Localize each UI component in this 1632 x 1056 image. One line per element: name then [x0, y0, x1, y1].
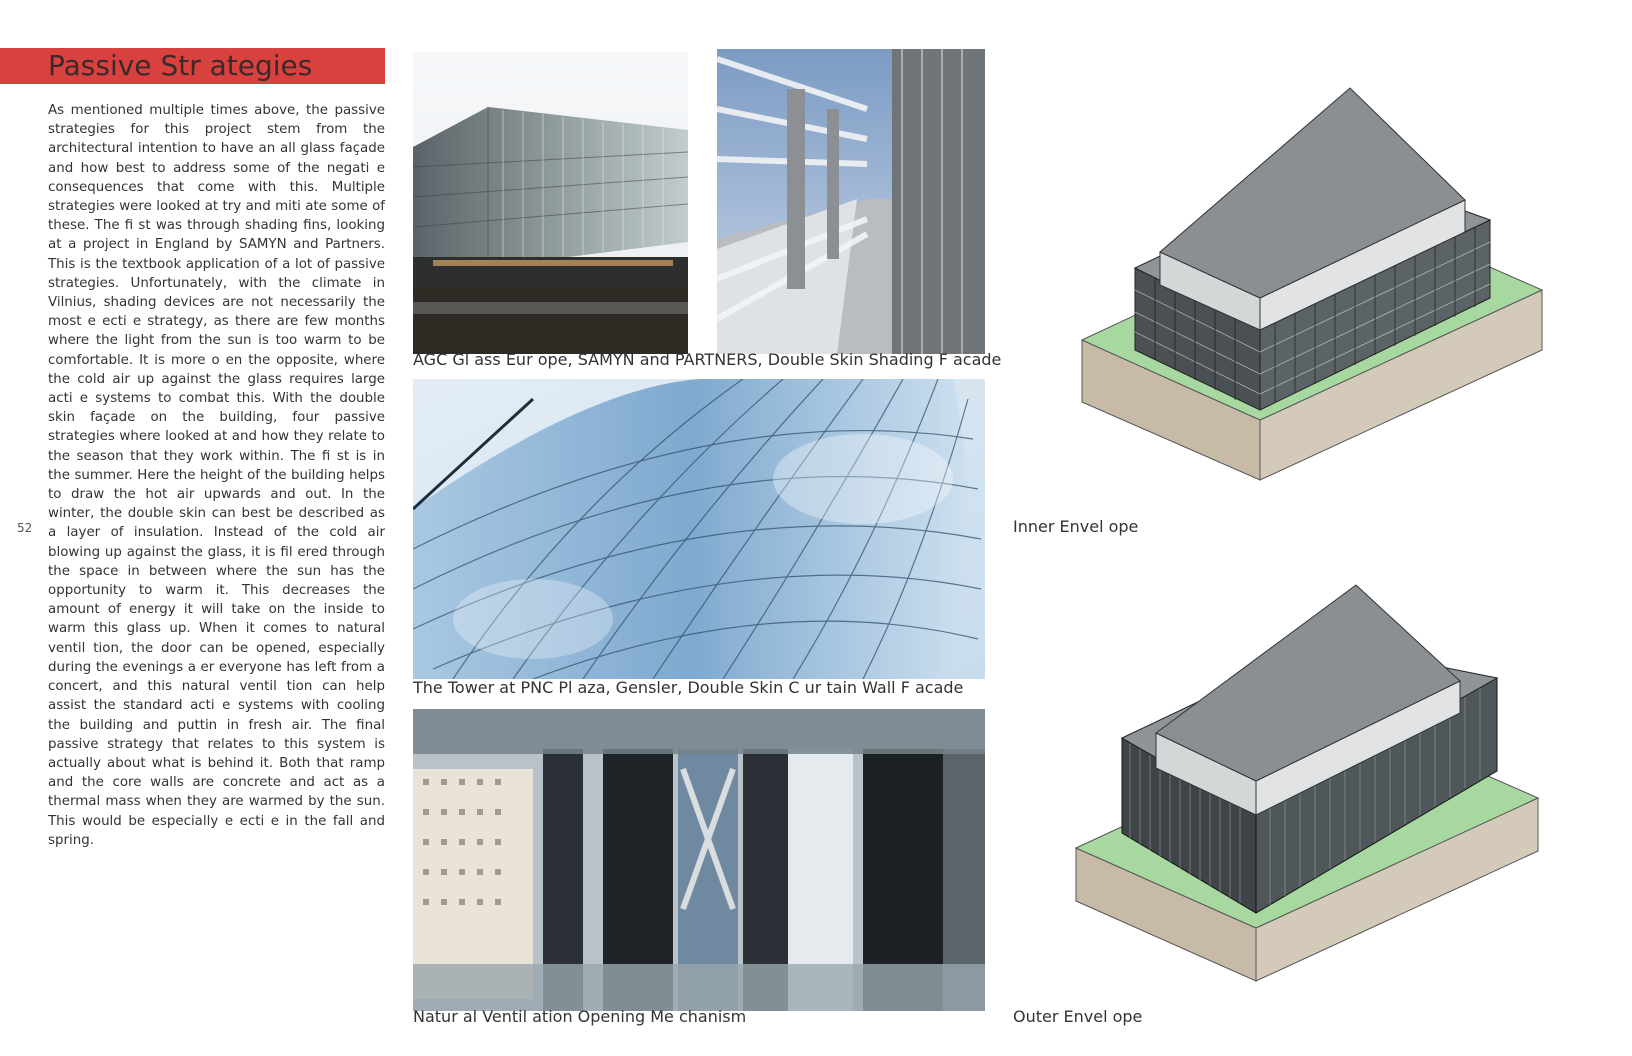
photo-shading-fins [717, 49, 985, 354]
diagram-outer-envelope [1060, 583, 1580, 993]
photo-pnc-tower [413, 379, 985, 679]
caption-shading-facade: AGC Gl ass Eur ope, SAMYN and PARTNERS, Double Skin Shading F acade [413, 350, 1002, 369]
diagram-inner-envelope [1060, 80, 1580, 490]
caption-inner-envelope: Inner Envel ope [1013, 517, 1139, 536]
caption-outer-envelope: Outer Envel ope [1013, 1007, 1143, 1026]
title-bar [0, 48, 385, 84]
page-title: Passive Str ategies [48, 49, 313, 82]
photo-ventilation-mechanism [413, 709, 985, 1011]
caption-ventilation: Natur al Ventil ation Opening Me chanism [413, 1007, 747, 1026]
photo-agc-glass-building [413, 52, 688, 354]
caption-curtain-wall: The Tower at PNC Pl aza, Gensler, Double Skin C ur tain Wall F acade [413, 678, 964, 697]
page-number: 52 [17, 521, 33, 535]
body-text: As mentioned multiple times above, the passive strategies for this project stem from the architectural intention to have an all glass façade and how best to address some of the negati e consequences that come with this. Multiple strategies were looked at try and miti ate some of these. The fi st was through shading fins, looking at a project in England by SAMYN and Partners. This is the textbook application of a lot of passive strategies. Unfortunately, with the climate in Vilnius, shading devices are not necessarily the most e ecti e strategy, as there are few months where the light from the sun is too warm to be comfortable. It is more o en the opposite, where the cold air up against the glass requires large acti e systems to combat this. With the double skin façade on the building, four passive strategies where looked at and how they relate to the season that they work within. The fi st is in the summer. Here the height of the building helps to draw the hot air upwards and out. In the winter, the double skin can best be described as a layer of insulation. Instead of the cold air blowing up against the glass, it is fil ered through the space in between where the sun has the opportunity to warm it. This decreases the amount of energy it will take on the inside to warm this glass up. When it comes to natural ventil tion, the door can be opened, especially during the evenings a er everyone has left from a concert, and this natural ventil tion can help assist the standard acti e systems with cooling the building and puttin in fresh air. The final passive strategy that relates to this system is actually about what is behind it. Both that ramp and the core walls are concrete and act as a thermal mass when they are warmed by the sun. This would be especially e ecti e in the fall and spring. [48, 103, 385, 848]
